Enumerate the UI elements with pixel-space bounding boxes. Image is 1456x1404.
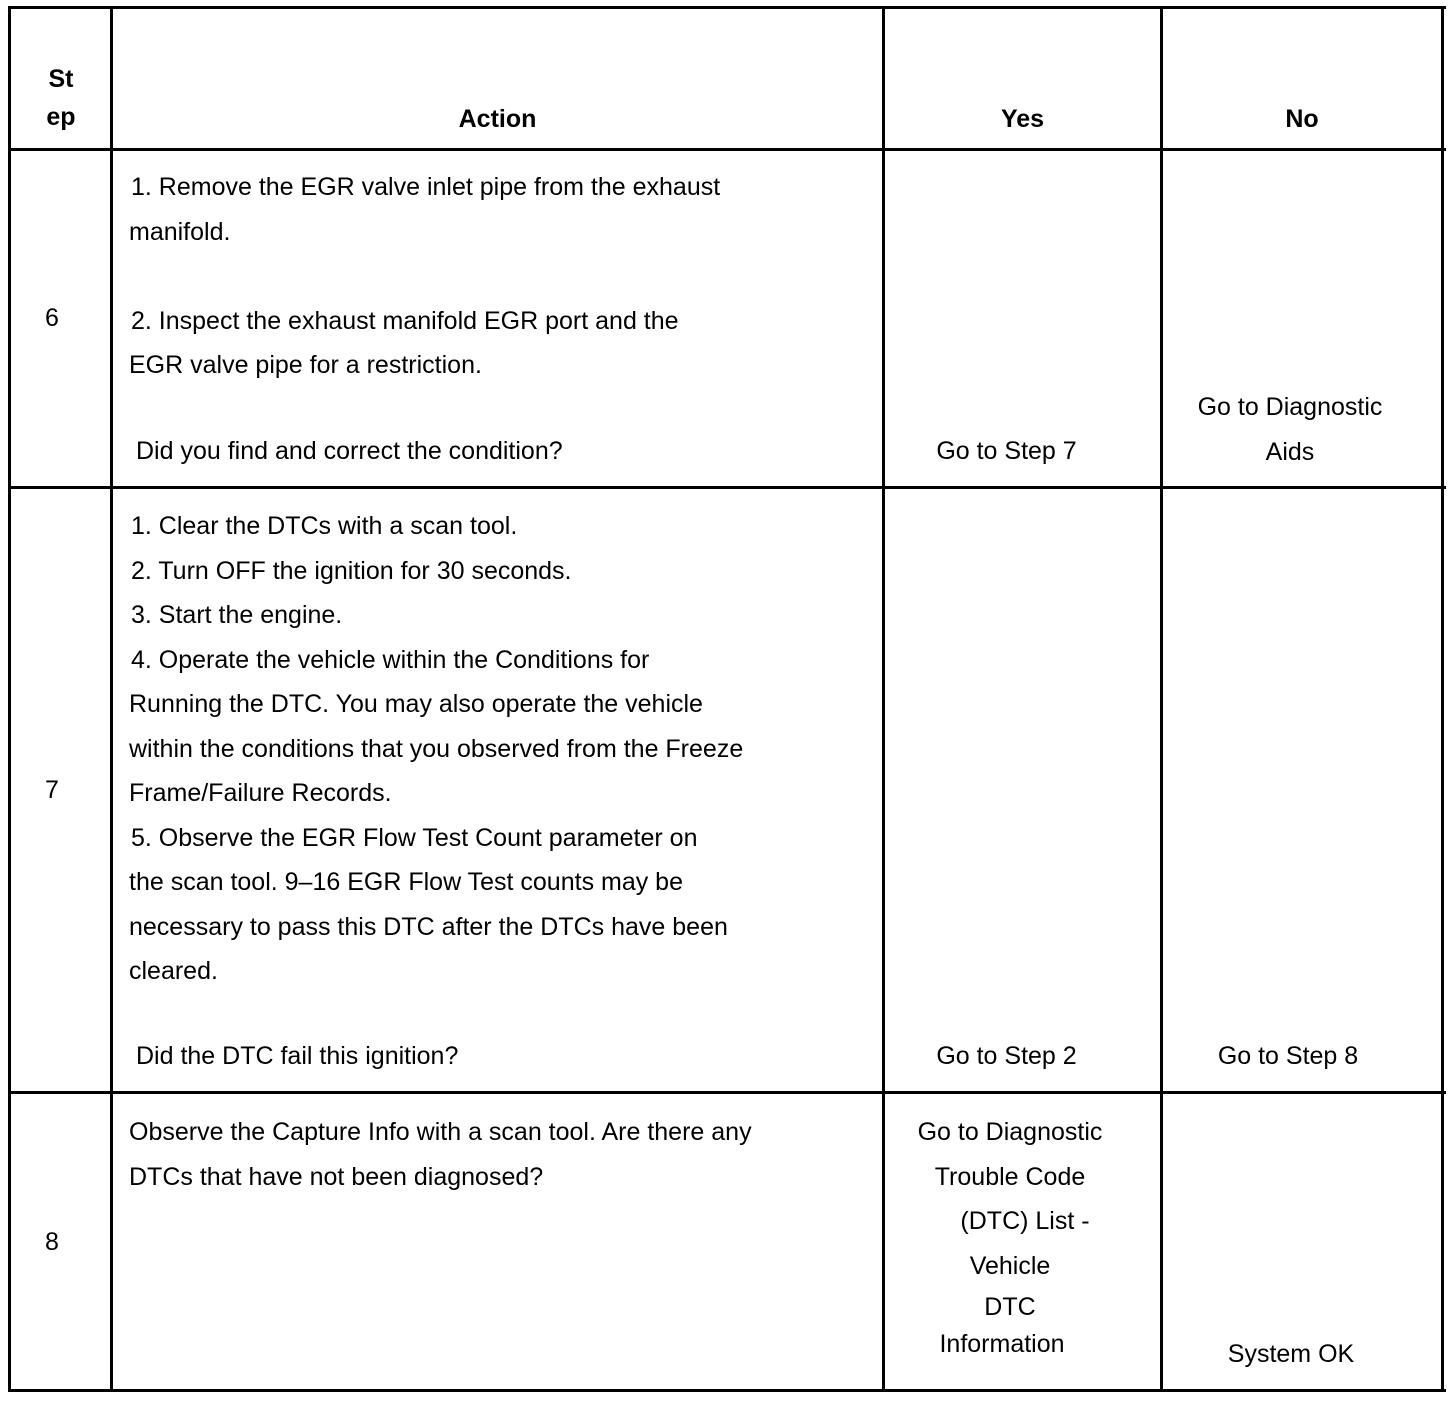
- step-number: 8: [45, 1228, 59, 1256]
- action-line: manifold.: [129, 217, 231, 246]
- table-border-top: [8, 6, 1446, 9]
- header-step-line-1: St: [48, 65, 74, 93]
- yes-result: [885, 1110, 1135, 1362]
- yes-result: Go to Step 7: [936, 437, 1077, 465]
- step-number: 7: [45, 776, 59, 804]
- yes-result-line: Go to Diagnostic: [917, 1118, 1103, 1146]
- header-action: Action: [458, 105, 537, 133]
- action-line: 2. Inspect the exhaust manifold EGR port and the: [131, 306, 679, 335]
- no-result: [1163, 385, 1417, 474]
- action-text: [129, 165, 720, 388]
- row-divider: [8, 486, 1446, 489]
- yes-result-line: Vehicle: [969, 1251, 1051, 1280]
- header-divider: [8, 148, 1446, 151]
- header-no: No: [1285, 105, 1319, 133]
- action-text: [129, 504, 743, 994]
- yes-result: Go to Step 2: [936, 1042, 1077, 1070]
- no-result: System OK: [1227, 1340, 1355, 1368]
- yes-result-line: DTC: [984, 1293, 1036, 1321]
- action-line: within the conditions that you observed from the Freeze: [129, 734, 744, 763]
- question-text: Did you find and correct the condition?: [136, 437, 563, 465]
- action-text: [129, 1110, 752, 1199]
- no-result-line: Go to Diagnostic: [1197, 393, 1383, 421]
- header-yes: Yes: [1000, 105, 1045, 133]
- header-step-line-2: ep: [46, 103, 76, 131]
- yes-result-line: (DTC) List -: [960, 1207, 1090, 1235]
- step-number: 6: [45, 304, 59, 332]
- action-line: 3. Start the engine.: [131, 601, 343, 629]
- action-line: Observe the Capture Info with a scan tool. Are there any: [129, 1118, 752, 1146]
- yes-result-line: Information: [939, 1330, 1065, 1358]
- yes-result-line: Trouble Code: [934, 1162, 1086, 1191]
- column-divider: [1160, 6, 1163, 1392]
- question-text: Did the DTC fail this ignition?: [136, 1042, 459, 1070]
- table-border-right: [1441, 6, 1444, 1392]
- action-line: cleared.: [129, 957, 218, 985]
- action-line: 1. Clear the DTCs with a scan tool.: [131, 512, 518, 540]
- action-line: 2. Turn OFF the ignition for 30 seconds.: [131, 556, 572, 585]
- action-line: 5. Observe the EGR Flow Test Count parameter on: [131, 823, 698, 852]
- table-border-bottom: [8, 1389, 1446, 1392]
- action-line: EGR valve pipe for a restriction.: [129, 351, 482, 379]
- action-line: the scan tool. 9–16 EGR Flow Test counts may be: [129, 868, 683, 896]
- action-line: 1. Remove the EGR valve inlet pipe from the exhaust: [131, 173, 721, 201]
- action-line: DTCs that have not been diagnosed?: [129, 1162, 544, 1191]
- no-result-line: Aids: [1265, 437, 1315, 466]
- action-line: necessary to pass this DTC after the DTCs have been: [129, 912, 728, 941]
- table-border-left: [8, 6, 11, 1392]
- action-line: Running the DTC. You may also operate the vehicle: [129, 690, 703, 718]
- action-line: Frame/Failure Records.: [129, 779, 392, 807]
- no-result: Go to Step 8: [1217, 1042, 1359, 1070]
- column-divider: [110, 6, 113, 1392]
- row-divider: [8, 1091, 1446, 1094]
- action-line: 4. Operate the vehicle within the Conditions for: [131, 645, 650, 674]
- header-step: [12, 60, 110, 136]
